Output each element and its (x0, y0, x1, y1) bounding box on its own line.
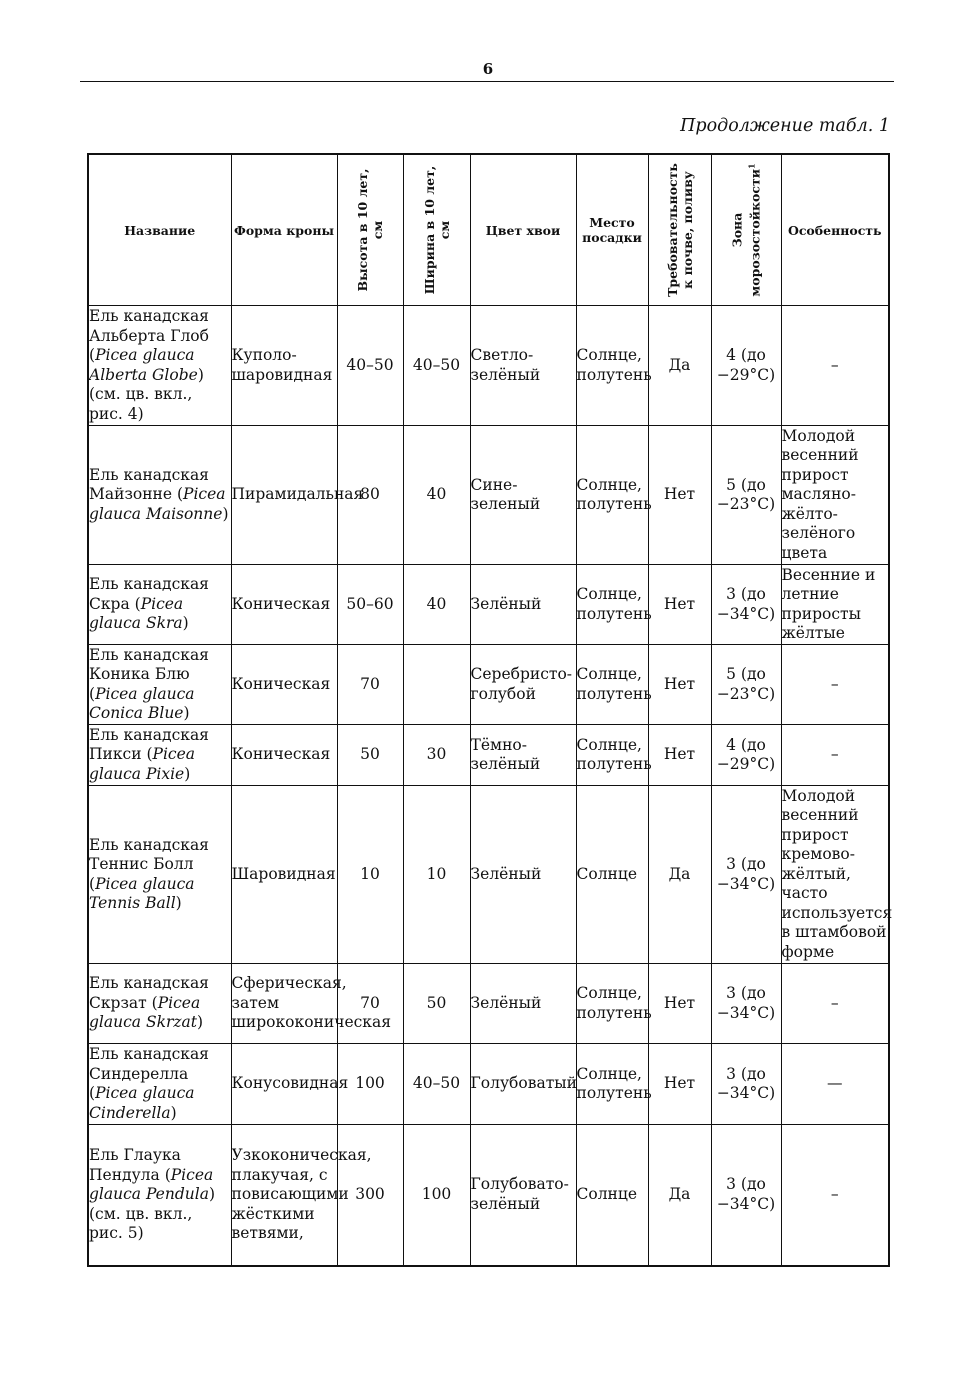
name-latin: Picea glauca Pixie (89, 745, 196, 783)
table-continuation-caption: Продолжение табл. 1 (680, 116, 890, 136)
name-russian: Ель канадская Скра ( (89, 575, 209, 613)
cell-zone: 3 (до −34°C) (711, 1125, 781, 1266)
cell-width: 40–50 (403, 1044, 470, 1125)
cell-height: 70 (337, 964, 403, 1044)
name-suffix: ) (197, 1013, 204, 1032)
cell-requirements: Нет (648, 645, 711, 725)
cell-width: 10 (403, 786, 470, 964)
table-row (88, 1044, 889, 1125)
header-zone-text (729, 160, 762, 300)
name-latin: Picea glauca Skra (89, 594, 184, 633)
cell-needle-color: Зелёный (470, 565, 576, 645)
page-number: 6 (482, 60, 494, 78)
cell-zone: 3 (до −34°C) (711, 565, 781, 645)
cell-feature: – (781, 964, 889, 1044)
cell-crown: Коническая (231, 725, 337, 786)
cell-height: 100 (337, 1044, 403, 1125)
table-row (88, 964, 889, 1044)
cell-width: 50 (403, 964, 470, 1044)
cell-name (88, 786, 231, 964)
cell-width (403, 645, 470, 725)
cell-needle-color: Зелёный (470, 786, 576, 964)
header-rule (80, 81, 894, 82)
cell-feature: – (781, 306, 889, 426)
name-suffix: ) (183, 704, 190, 722)
header-zone-footnote: 1 (746, 163, 757, 170)
cell-height: 50 (337, 725, 403, 786)
table-row (88, 645, 889, 725)
cell-zone: 3 (до −34°C) (711, 786, 781, 964)
name-latin: Picea glauca Maisonne (89, 485, 226, 523)
cell-place: Солнце (576, 1125, 648, 1266)
cell-requirements: Нет (648, 565, 711, 645)
name-suffix: ) (170, 1103, 177, 1122)
cell-height: 40–50 (337, 306, 403, 426)
cell-name (88, 1125, 231, 1266)
cell-name (88, 565, 231, 645)
cell-requirements: Да (648, 786, 711, 964)
name-suffix: ) (175, 894, 182, 912)
name-suffix: ) (222, 504, 229, 523)
cell-width: 40 (403, 426, 470, 565)
cell-place: Солнце (576, 786, 648, 964)
name-suffix: ) (см. цв. вкл., рис. 5) (89, 1185, 216, 1242)
name-latin: Picea glauca Conica Blue (89, 684, 195, 722)
cell-requirements: Нет (648, 964, 711, 1044)
name-russian: Ель канадская Альберта Глоб ( (89, 307, 209, 364)
cell-place: Солнце, полутень (576, 426, 648, 565)
header-height-text: Высота в 10 лет, см (355, 168, 385, 292)
cell-requirements: Да (648, 306, 711, 426)
name-latin: Picea glauca Pendula (89, 1165, 214, 1203)
name-russian: Ель канадская Пикси ( (89, 725, 209, 764)
cell-feature: Молодой весенний прирост кремово-жёлтый, часто используется в штамбовой форме (781, 786, 889, 964)
name-suffix: ) (182, 614, 189, 633)
cell-feature: Весенние и летние приросты жёлтые (781, 565, 889, 645)
name-latin: Picea glauca Skrzat (89, 993, 201, 1032)
cell-crown: Коническая (231, 645, 337, 725)
cell-crown: Куполо-шаровидная (231, 306, 337, 426)
cell-zone: 3 (до −34°C) (711, 964, 781, 1044)
cell-width: 100 (403, 1125, 470, 1266)
name-russian: Ель канадская Майзонне ( (89, 465, 209, 504)
cell-requirements: Нет (648, 426, 711, 565)
cell-requirements: Нет (648, 725, 711, 786)
name-latin: Picea glauca Tennis Ball (89, 874, 195, 912)
header-zone-label: Зона морозостойкости (729, 169, 763, 297)
header-height (337, 154, 403, 306)
name-russian: Ель канадская Теннис Болл ( (89, 835, 209, 893)
cell-place: Солнце, полутень (576, 1044, 648, 1125)
cell-crown: Узкоконическая, плакучая, с повисающими жёсткими ветвями, (231, 1125, 337, 1266)
cell-needle-color: Зелёный (470, 964, 576, 1044)
cell-height: 10 (337, 786, 403, 964)
cell-feature: Молодой весенний прирост масляно-жёлто-зелёного цвета (781, 426, 889, 565)
cell-width: 40 (403, 565, 470, 645)
cell-zone: 5 (до −23°C) (711, 426, 781, 565)
header-name: Название (88, 154, 231, 306)
cell-feature: – (781, 1125, 889, 1266)
cell-crown: Шаровидная (231, 786, 337, 964)
name-russian: Ель канадская Скрзат ( (89, 974, 209, 1012)
cell-place: Солнце, полутень (576, 565, 648, 645)
cell-feature: – (781, 645, 889, 725)
cell-place: Солнце, полутень (576, 964, 648, 1044)
cell-zone: 3 (до −34°C) (711, 1044, 781, 1125)
cell-requirements: Нет (648, 1044, 711, 1125)
header-needle-color: Цвет хвои (470, 154, 576, 306)
cell-zone: 5 (до −23°C) (711, 645, 781, 725)
cell-height: 300 (337, 1125, 403, 1266)
header-row (88, 154, 889, 306)
header-requirements (648, 154, 711, 306)
cell-feature: – (781, 725, 889, 786)
cell-place: Солнце, полутень (576, 725, 648, 786)
spruce-specs-table (87, 153, 893, 1267)
header-place: Место посадки (576, 154, 648, 306)
cell-needle-color: Сине-зеленый (470, 426, 576, 565)
table-row (88, 565, 889, 645)
name-russian: Ель Глаука Пендула ( (89, 1146, 181, 1184)
header-feature: Особенность (781, 154, 889, 306)
table-row (88, 786, 889, 964)
cell-needle-color: Серебристо-голубой (470, 645, 576, 725)
cell-place: Солнце, полутень (576, 306, 648, 426)
cell-name (88, 1044, 231, 1125)
name-latin: Picea glauca Cinderella (89, 1084, 195, 1122)
table-row (88, 1125, 889, 1266)
cell-name (88, 306, 231, 426)
cell-requirements: Да (648, 1125, 711, 1266)
cell-name (88, 725, 231, 786)
cell-feature: — (781, 1044, 889, 1125)
cell-needle-color: Светло-зелёный (470, 306, 576, 426)
cell-zone: 4 (до −29°C) (711, 306, 781, 426)
header-requirements-text: Требовательность к почве, поливу (664, 163, 695, 297)
cell-crown: Коническая (231, 565, 337, 645)
cell-zone: 4 (до −29°C) (711, 725, 781, 786)
table-row (88, 725, 889, 786)
name-russian: Ель канадская Коника Блю ( (89, 645, 209, 703)
cell-crown: Конусовидная (231, 1044, 337, 1125)
cell-name (88, 426, 231, 565)
cell-needle-color: Голубовато-зелёный (470, 1125, 576, 1266)
header-width-text: Ширина в 10 лет, см (421, 165, 452, 295)
header-zone (711, 154, 781, 306)
cell-width: 30 (403, 725, 470, 786)
header-width (403, 154, 470, 306)
cell-needle-color: Тёмно-зелёный (470, 725, 576, 786)
cell-crown: Сферическая, затем ширококоническая (231, 964, 337, 1044)
cell-crown: Пирамидальная (231, 426, 337, 565)
header-crown: Форма кроны (231, 154, 337, 306)
cell-height: 50–60 (337, 565, 403, 645)
cell-needle-color: Голубоватый (470, 1044, 576, 1125)
name-suffix: ) (184, 764, 191, 783)
cell-name (88, 964, 231, 1044)
table-row (88, 426, 889, 565)
name-latin: Picea glauca Alberta Globe (89, 346, 198, 384)
cell-height: 80 (337, 426, 403, 565)
name-russian: Ель канадская Синдерелла ( (89, 1045, 209, 1102)
table-row (88, 306, 889, 426)
cell-name (88, 645, 231, 725)
cell-height: 70 (337, 645, 403, 725)
cell-width: 40–50 (403, 306, 470, 426)
cell-place: Солнце, полутень (576, 645, 648, 725)
name-suffix: ) (см. цв. вкл., рис. 4) (89, 365, 204, 423)
